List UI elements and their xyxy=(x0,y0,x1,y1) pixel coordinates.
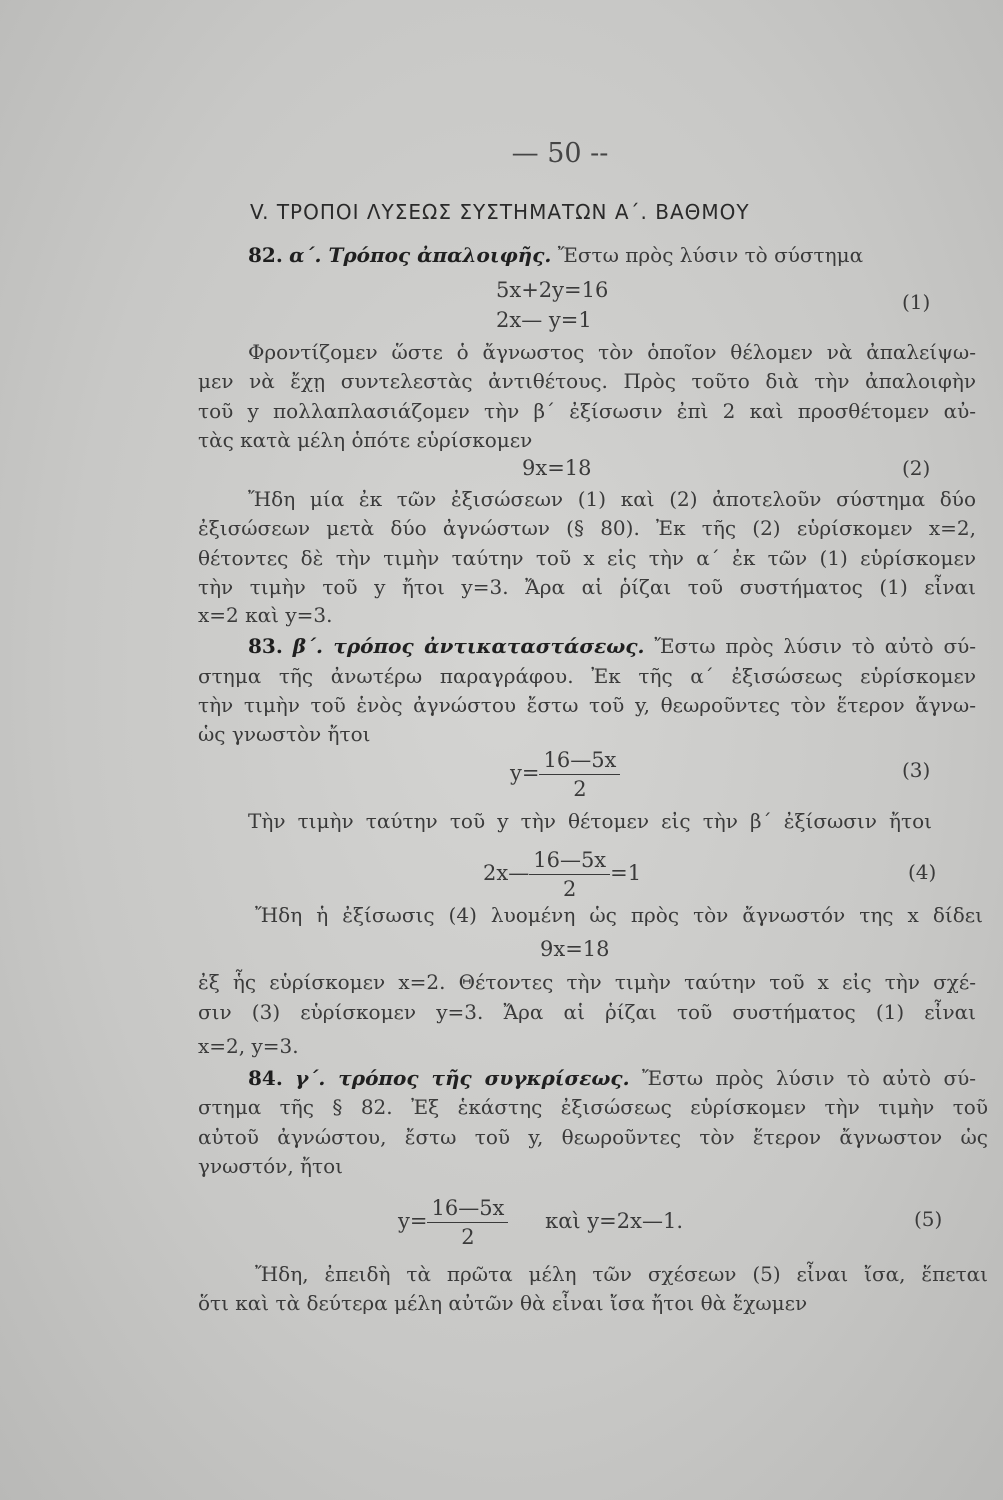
fraction-numerator: 16—5x xyxy=(427,1196,508,1223)
paragraph-line: τὴν τιμὴν τοῦ ἑνὸς ἀγνώστου ἔστω τοῦ y, θεωροῦντες τὸν ἕτερον ἄγνω- xyxy=(198,693,976,717)
equation-3-lhs: y= xyxy=(510,761,540,785)
fraction-denominator: 2 xyxy=(563,877,577,901)
equation-1b: 2x— y=1 xyxy=(496,308,592,332)
section-83-title: β΄. τρόπος ἀντικαταστάσεως. xyxy=(292,634,645,658)
page-number: — 50 -- xyxy=(511,138,609,169)
paragraph-line: σιν (3) εὑρίσκομεν y=3. Ἄρα αἱ ῥίζαι τοῦ συστήματος (1) εἶναι xyxy=(198,1000,976,1024)
section-84-title-line xyxy=(248,1068,976,1088)
paragraph-line: μεν νὰ ἔχῃ συντελεστὰς ἀντιθέτους. Πρὸς τοῦτο διὰ τὴν ἀπαλοιφὴν xyxy=(198,369,976,393)
fraction-denominator: 2 xyxy=(573,777,587,801)
section-82-intro: Ἔστω πρὸς λύσιν τὸ σύστημα xyxy=(557,243,864,267)
paragraph-line: τοῦ y πολλαπλασιάζομεν τὴν β΄ ἐξίσωσιν ἐπὶ 2 καὶ προσθέτομεν αὐ- xyxy=(198,399,976,423)
equation-6-second: καὶ y=2x—1. xyxy=(545,1209,684,1233)
fraction-numerator: 16—5x xyxy=(529,848,610,875)
section-83-intro: Ἔστω πρὸς λύσιν τὸ αὐτὸ σύ- xyxy=(654,634,977,658)
paragraph-line: Ἤδη, ἐπειδὴ τὰ πρῶτα μέλη τῶν σχέσεων (5) εἶναι ἴσα, ἕπεται xyxy=(255,1262,988,1286)
equation-2: 9x=18 xyxy=(522,456,592,480)
section-83-title-line xyxy=(248,636,976,656)
section-82-title-line xyxy=(248,245,988,265)
equation-1-number: (1) xyxy=(902,290,931,314)
fraction-numerator: 16—5x xyxy=(539,748,620,775)
equation-6 xyxy=(398,1196,683,1249)
paragraph-line: ἐξ ἧς εὑρίσκομεν x=2. Θέτοντες τὴν τιμὴν ταύτην τοῦ x εἰς τὴν σχέ- xyxy=(198,970,976,994)
paragraph-line: Τὴν τιμὴν ταύτην τοῦ y τὴν θέτομεν εἰς τὴν β΄ ἐξίσωσιν ἤτοι xyxy=(248,809,932,833)
equation-4-rhs: =1 xyxy=(610,861,642,885)
equation-1a: 5x+2y=16 xyxy=(496,278,609,302)
paragraph-line: Ἤδη μία ἐκ τῶν ἐξισώσεων (1) καὶ (2) ἀποτελοῦν σύστημα δύο xyxy=(248,487,976,511)
paragraph-line: τὰς κατὰ μέλη ὁπότε εὑρίσκομεν xyxy=(198,428,533,452)
equation-6-fraction xyxy=(427,1196,508,1249)
paragraph-line: x=2, y=3. xyxy=(198,1034,299,1058)
paragraph-line: στημα τῆς § 82. Ἐξ ἑκάστης ἐξισώσεως εὑρίσκομεν τὴν τιμὴν τοῦ xyxy=(198,1095,988,1119)
paragraph-line: τὴν τιμὴν τοῦ y ἤτοι y=3. Ἄρα αἱ ῥίζαι τοῦ συστήματος (1) εἶναι xyxy=(198,575,976,599)
paragraph-line: Ἤδη ἡ ἐξίσωσις (4) λυομένη ὡς πρὸς τὸν ἄγνωστόν της x δίδει xyxy=(255,903,983,927)
equation-6-lhs: y= xyxy=(398,1209,428,1233)
equation-4-fraction xyxy=(529,848,610,901)
section-82-title: α΄. Τρόπος ἀπαλοιφῆς. xyxy=(289,243,552,267)
equation-3-number: (3) xyxy=(902,758,931,782)
section-84-intro: Ἔστω πρὸς λύσιν τὸ αὐτὸ σύ- xyxy=(641,1066,977,1090)
equation-3 xyxy=(510,748,620,801)
paragraph-line: Φροντίζομεν ὥστε ὁ ἄγνωστος τὸν ὁποῖον θέλομεν νὰ ἀπαλείψω- xyxy=(248,340,976,364)
fraction-denominator: 2 xyxy=(461,1225,475,1249)
paragraph-line: θέτοντες δὲ τὴν τιμὴν ταύτην τοῦ x εἰς τὴν α΄ ἐκ τῶν (1) εὑρίσκομεν xyxy=(198,546,976,570)
equation-4 xyxy=(483,848,641,901)
paragraph-line: στημα τῆς ἀνωτέρω παραγράφου. Ἐκ τῆς α΄ ἐξισώσεως εὑρίσκομεν xyxy=(198,664,976,688)
section-84-title: γ΄. τρόπος τῆς συγκρίσεως. xyxy=(295,1066,630,1090)
chapter-heading: V. ΤΡΟΠΟΙ ΛΥΣΕΩΣ ΣΥΣΤΗΜΑΤΩΝ Α΄. ΒΑΘΜΟΥ xyxy=(250,200,750,224)
equation-4-number: (4) xyxy=(908,860,937,884)
equation-5-number: (5) xyxy=(914,1207,943,1231)
section-82-number: 82. xyxy=(248,243,283,267)
equation-2-number: (2) xyxy=(902,456,931,480)
paragraph-line: ὅτι καὶ τὰ δεύτερα μέλη αὐτῶν θὰ εἶναι ἴσα ἤτοι θὰ ἔχωμεν xyxy=(198,1291,808,1315)
section-84-number: 84. xyxy=(248,1066,283,1090)
paragraph-line: x=2 καὶ y=3. xyxy=(198,603,333,627)
equation-3-fraction xyxy=(539,748,620,801)
paragraph-line: αὐτοῦ ἀγνώστου, ἔστω τοῦ y, θεωροῦντες τὸν ἕτερον ἄγνωστον ὡς xyxy=(198,1125,988,1149)
paragraph-line: ὡς γνωστὸν ἤτοι xyxy=(198,722,371,746)
paragraph-line: ἐξισώσεων μετὰ δύο ἀγνώστων (§ 80). Ἐκ τῆς (2) εὑρίσκομεν x=2, xyxy=(198,516,976,540)
equation-4-lhs: 2x— xyxy=(483,861,530,885)
paragraph-line: γνωστόν, ἤτοι xyxy=(198,1154,343,1178)
equation-5: 9x=18 xyxy=(540,937,610,961)
section-83-number: 83. xyxy=(248,634,283,658)
